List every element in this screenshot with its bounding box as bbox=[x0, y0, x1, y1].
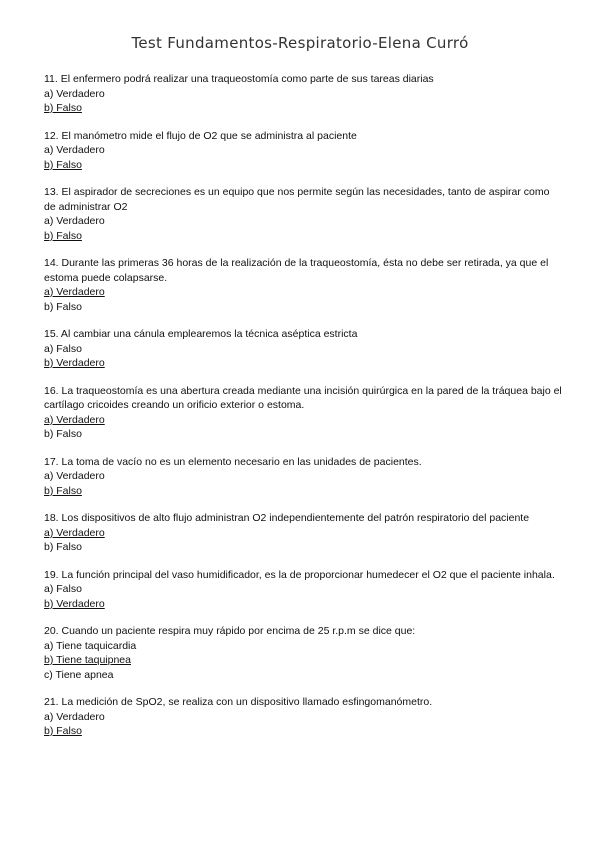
answer-option-correct: a) Verdadero bbox=[44, 286, 105, 298]
question-text: 13. El aspirador de secreciones es un equipo que nos permite según las necesidades, tanto de aspirar como de administrar O2 bbox=[44, 186, 550, 213]
answer-option-correct: b) Falso bbox=[44, 158, 82, 171]
answer-option: a) Falso bbox=[44, 583, 82, 595]
answer-option-correct: b) Verdadero bbox=[44, 357, 105, 369]
question-block bbox=[44, 511, 564, 555]
answer-option: a) Tiene taquicardia bbox=[44, 639, 137, 652]
question-text: 11. El enfermero podrá realizar una traqueostomía como parte de sus tareas diarias bbox=[44, 73, 434, 85]
answer-option-correct: b) Tiene taquipnea bbox=[44, 654, 131, 666]
answer-option: a) Verdadero bbox=[44, 144, 105, 156]
answer-option-correct: b) Falso bbox=[44, 102, 82, 114]
answer-option: a) Verdadero bbox=[44, 215, 105, 227]
answer-option: b) Falso bbox=[44, 428, 82, 440]
question-block bbox=[44, 384, 564, 442]
question-text: 17. La toma de vacío no es un elemento necesario en las unidades de pacientes. bbox=[44, 455, 422, 468]
question-block bbox=[44, 327, 564, 371]
question-block bbox=[44, 455, 564, 499]
answer-option: b) Falso bbox=[44, 300, 82, 313]
question-text: 16. La traqueostomía es una abertura creada mediante una incisión quirúrgica en la pared de la tráquea bajo el cartílago cricoides creando un orificio exterior o estoma. bbox=[44, 384, 562, 411]
answer-option: a) Falso bbox=[44, 342, 82, 355]
answer-option-correct: b) Verdadero bbox=[44, 597, 105, 610]
question-text: 12. El manómetro mide el flujo de O2 que se administra al paciente bbox=[44, 129, 357, 142]
question-text: 21. La medición de SpO2, se realiza con un dispositivo llamado esfingomanómetro. bbox=[44, 696, 433, 708]
question-block bbox=[44, 185, 564, 243]
page-title: Test Fundamentos-Respiratorio-Elena Curró bbox=[131, 34, 469, 52]
answer-option: a) Verdadero bbox=[44, 470, 105, 482]
question-block bbox=[44, 72, 564, 116]
question-block bbox=[44, 256, 564, 314]
question-list bbox=[44, 72, 564, 752]
answer-option: a) Verdadero bbox=[44, 87, 105, 100]
question-block bbox=[44, 695, 564, 739]
question-block bbox=[44, 129, 564, 173]
question-text: 14. Durante las primeras 36 horas de la realización de la traqueostomía, ésta no debe ser retirada, ya que el estoma puede colapsarse. bbox=[44, 257, 549, 284]
answer-option-correct: a) Verdadero bbox=[44, 413, 105, 426]
question-text: 15. Al cambiar una cánula emplearemos la técnica aséptica estricta bbox=[44, 328, 358, 340]
answer-option: a) Verdadero bbox=[44, 710, 105, 723]
question-text: 18. Los dispositivos de alto flujo administran O2 independientemente del patrón respiratorio del paciente bbox=[44, 512, 530, 524]
question-text: 20. Cuando un paciente respira muy rápido por encima de 25 r.p.m se dice que: bbox=[44, 625, 416, 637]
answer-option: c) Tiene apnea bbox=[44, 668, 114, 681]
answer-option-correct: b) Falso bbox=[44, 484, 82, 497]
question-block bbox=[44, 624, 564, 682]
question-text: 19. La función principal del vaso humidificador, es la de proporcionar humedecer el O2 que el paciente inhala. bbox=[44, 568, 555, 581]
answer-option-correct: b) Falso bbox=[44, 229, 82, 242]
question-block bbox=[44, 568, 564, 612]
answer-option-correct: a) Verdadero bbox=[44, 526, 105, 539]
answer-option-correct: b) Falso bbox=[44, 725, 82, 737]
answer-option: b) Falso bbox=[44, 541, 82, 553]
